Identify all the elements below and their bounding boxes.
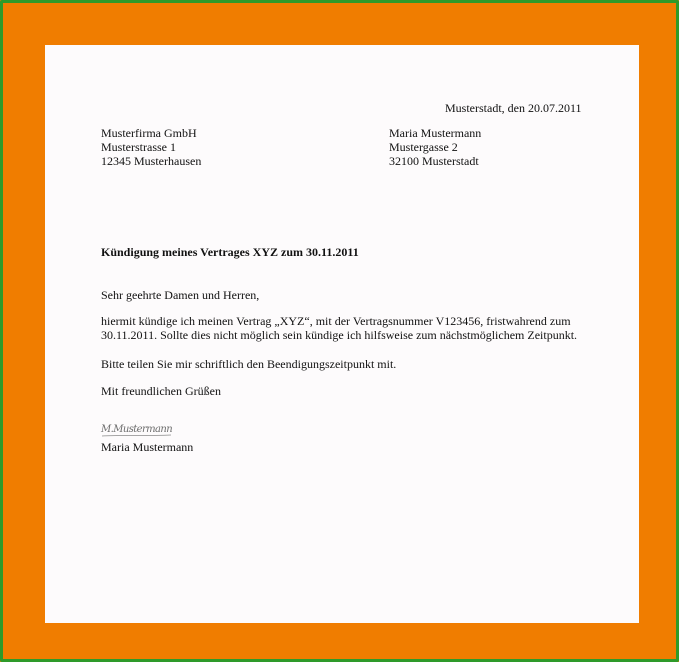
recipient-street: Mustergasse 2 <box>389 140 458 154</box>
subject-line: Kündigung meines Vertrages XYZ zum 30.11.2011 <box>101 245 359 259</box>
recipient-name: Maria Mustermann <box>389 126 482 140</box>
handwritten-signature <box>101 423 175 439</box>
sender-city: 12345 Musterhausen <box>101 154 202 168</box>
request-paragraph: Bitte teilen Sie mir schriftlich den Beendigungszeitpunkt mit. <box>101 357 397 371</box>
signature-underline <box>101 423 175 439</box>
body-line-2: 30.11.2011. Sollte dies nicht möglich sein kündige ich hilfsweise zum nächstmöglichem Zeitpunkt. <box>101 328 578 342</box>
signature-script: M.Mustermann <box>101 424 173 435</box>
body-line-1: hiermit kündige ich meinen Vertrag „XYZ“, mit der Vertragsnummer V123456, fristwahrend zum <box>101 314 571 328</box>
closing-phrase: Mit freundlichen Grüßen <box>101 384 221 398</box>
place-date: Musterstadt, den 20.07.2011 <box>445 101 582 115</box>
body-paragraph <box>101 314 577 342</box>
letter-page <box>45 45 639 623</box>
sender-street: Musterstrasse 1 <box>101 140 176 154</box>
signer-name: Maria Mustermann <box>101 440 194 454</box>
salutation: Sehr geehrte Damen und Herren, <box>101 288 260 302</box>
recipient-address <box>389 126 481 168</box>
sender-address <box>101 126 201 168</box>
sender-company: Musterfirma GmbH <box>101 126 197 140</box>
recipient-city: 32100 Musterstadt <box>389 154 479 168</box>
